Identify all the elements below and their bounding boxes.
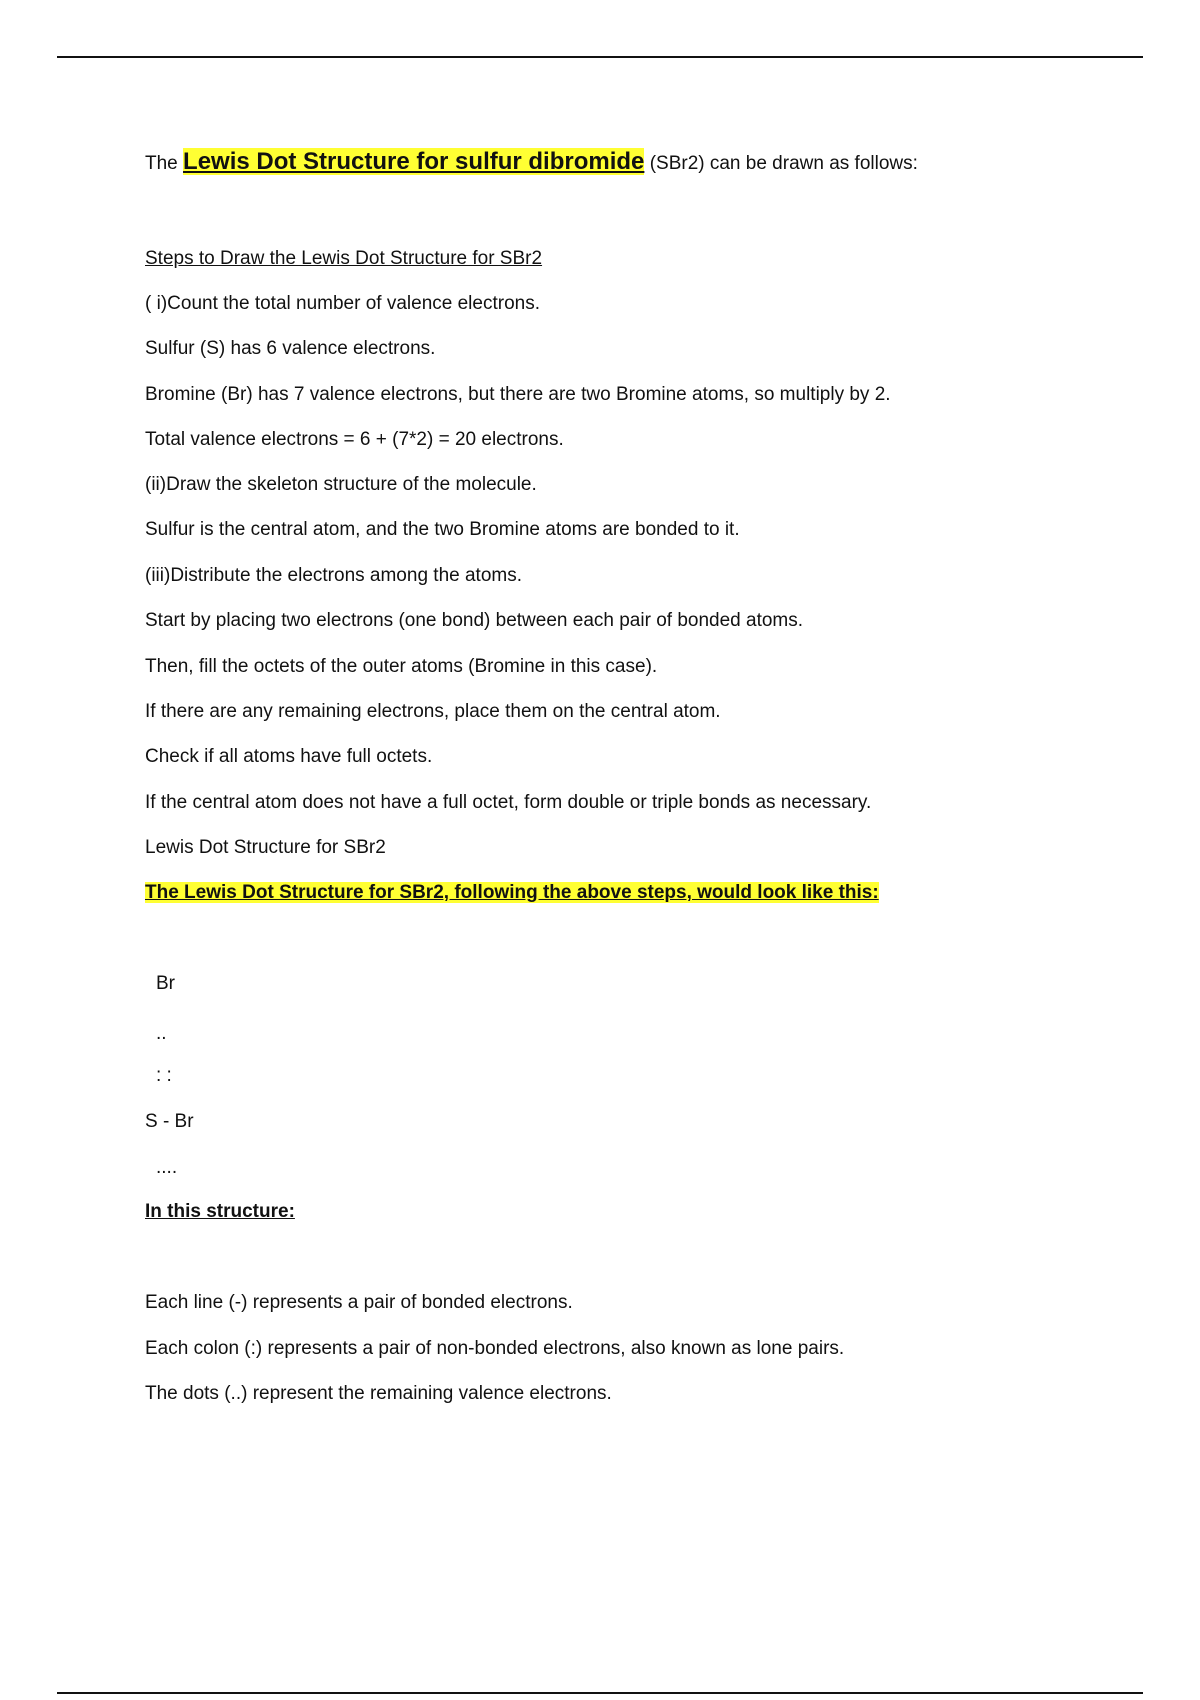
explanation-line: Each colon (:) represents a pair of non-bonded electrons, also known as lone pairs.: [145, 1338, 845, 1359]
steps-heading: Steps to Draw the Lewis Dot Structure for SBr2: [145, 248, 543, 269]
intro-suffix: (SBr2) can be drawn as follows:: [649, 153, 918, 174]
step-line: (iii)Distribute the electrons among the atoms.: [145, 565, 522, 586]
step-line: Total valence electrons = 6 + (7*2) = 20 electrons.: [145, 429, 564, 450]
intro-prefix: The: [145, 153, 178, 174]
step-line: Check if all atoms have full octets.: [145, 746, 433, 767]
structure-line-dots: ..: [156, 1023, 167, 1044]
in-structure-heading: In this structure:: [145, 1201, 295, 1222]
explanation-line: Each line (-) represents a pair of bonded electrons.: [145, 1292, 573, 1313]
step-line: ( i)Count the total number of valence electrons.: [145, 293, 540, 314]
step-line: Then, fill the octets of the outer atoms (Bromine in this case).: [145, 656, 658, 677]
header-rule: [57, 56, 1143, 58]
step-line: Sulfur (S) has 6 valence electrons.: [145, 338, 436, 359]
step-line: Lewis Dot Structure for SBr2: [145, 837, 386, 858]
intro-paragraph: [145, 150, 918, 176]
step-line: If there are any remaining electrons, place them on the central atom.: [145, 701, 721, 722]
explanation-line: The dots (..) represent the remaining valence electrons.: [145, 1383, 612, 1404]
step-line: Bromine (Br) has 7 valence electrons, but there are two Bromine atoms, so multiply by 2.: [145, 384, 891, 405]
step-line: (ii)Draw the skeleton structure of the molecule.: [145, 474, 537, 495]
highlight-sentence-line: [145, 881, 879, 905]
structure-line-colons: : :: [156, 1065, 172, 1086]
step-line: Sulfur is the central atom, and the two Bromine atoms are bonded to it.: [145, 519, 740, 540]
structure-line-s-br: S - Br: [145, 1111, 194, 1132]
highlighted-title: Lewis Dot Structure for sulfur dibromide: [183, 148, 645, 175]
step-line: If the central atom does not have a full octet, form double or triple bonds as necessary.: [145, 792, 872, 813]
structure-line-br: Br: [156, 973, 175, 994]
step-line: Start by placing two electrons (one bond) between each pair of bonded atoms.: [145, 610, 804, 631]
structure-line-bottom-dots: ....: [156, 1157, 178, 1178]
highlight-sentence: The Lewis Dot Structure for SBr2, following the above steps, would look like this:: [145, 882, 879, 903]
footer-rule: [57, 1692, 1143, 1694]
